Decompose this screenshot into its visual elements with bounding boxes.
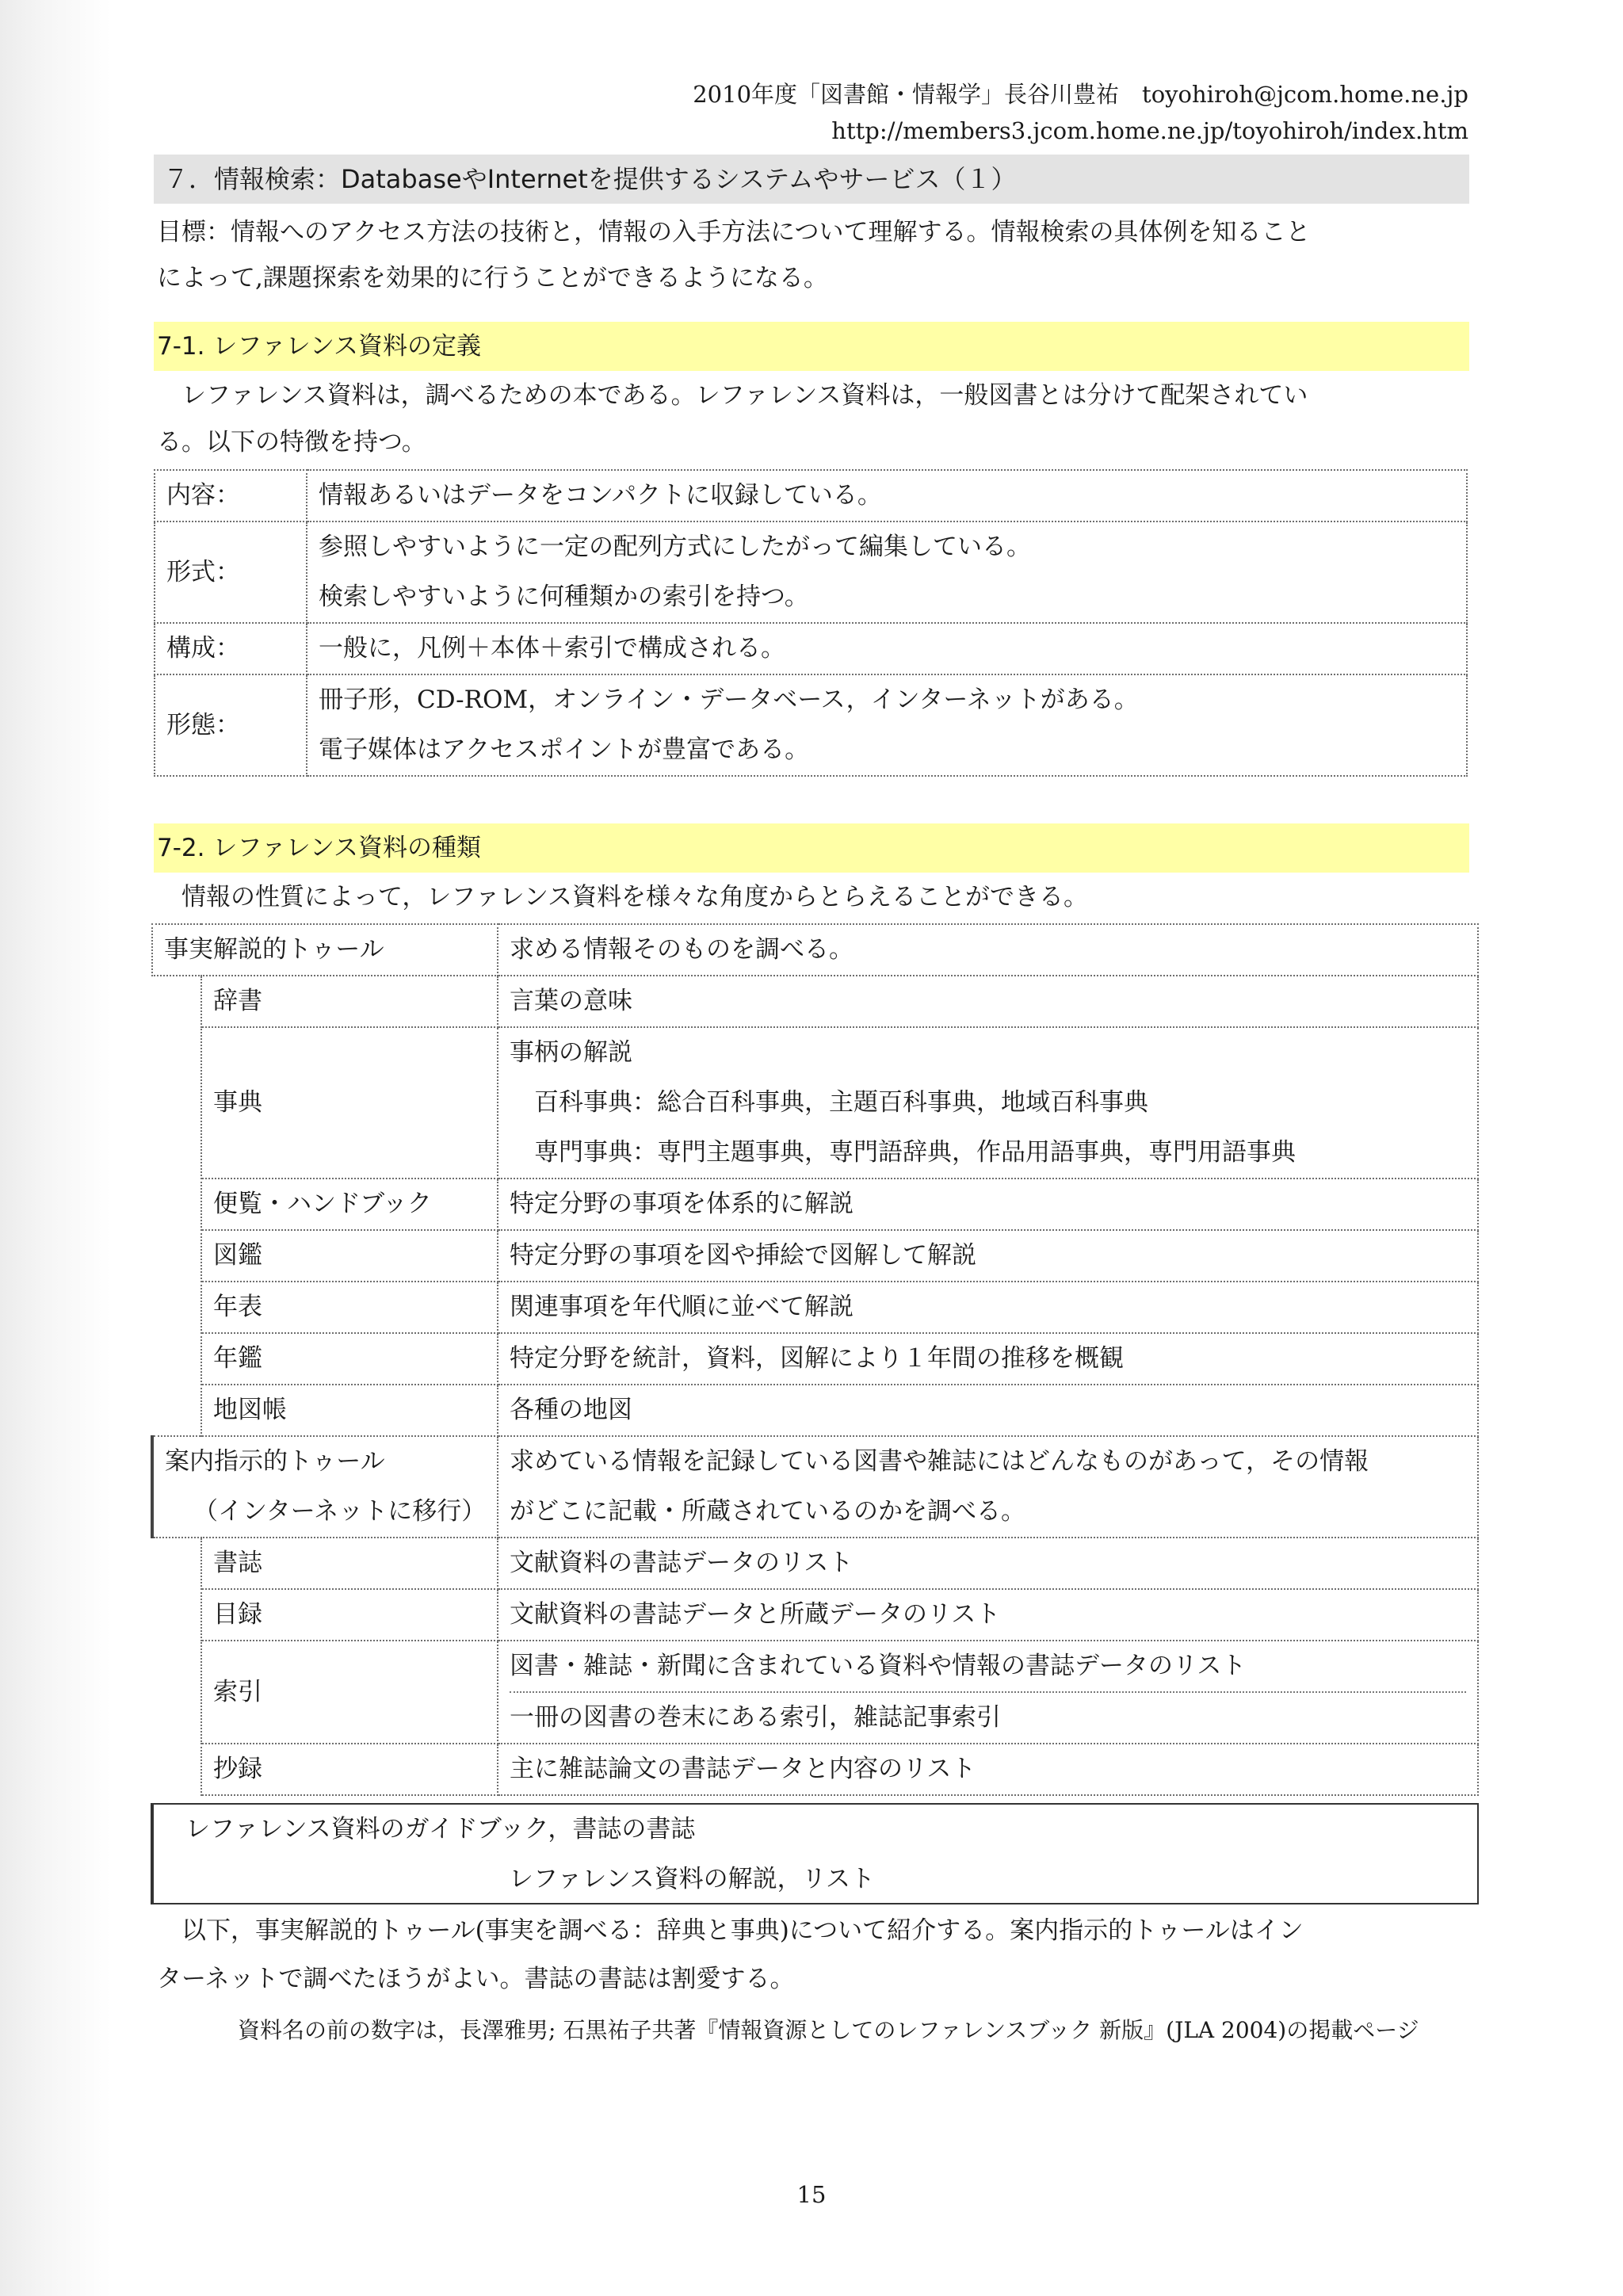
type-row <box>152 1589 1478 1641</box>
type-name: 書誌 <box>201 1538 498 1589</box>
definition-key: 形態： <box>155 674 307 776</box>
type-desc: 事柄の解説 百科事典：総合百科事典，主題百科事典，地域百科事典 専門事典：専門主題事典，専門語辞典，作品用語事典，専門用語事典 <box>498 1027 1478 1179</box>
goal-line-2: によって,課題探索を効果的に行うことができるようになる。 <box>157 264 828 292</box>
tool-row-guide <box>152 1436 1478 1538</box>
definition-value: 一般に，凡例＋本体＋索引で構成される。 <box>307 623 1467 674</box>
guidebook-box <box>151 1803 1479 1904</box>
closing-line-2: ターネットで調べたほうがよい。書誌の書誌は割愛する。 <box>157 1965 795 1993</box>
type-name: 索引 <box>201 1641 498 1744</box>
definition-row <box>155 674 1467 776</box>
type-desc: 文献資料の書誌データと所蔵データのリスト <box>498 1589 1478 1641</box>
type-desc: 各種の地図 <box>498 1385 1478 1436</box>
type-row <box>152 1744 1478 1795</box>
type-name: 便覧・ハンドブック <box>201 1179 498 1230</box>
type-name: 年鑑 <box>201 1333 498 1385</box>
type-desc: 特定分野を統計，資料，図解により１年間の推移を概観 <box>498 1333 1478 1385</box>
page-number: 15 <box>796 2181 827 2208</box>
subsection-title-7-1: 7-1. レファレンス資料の定義 <box>154 322 1469 371</box>
definition-key: 構成： <box>155 623 307 674</box>
type-desc: 図書・雑誌・新聞に含まれている資料や情報の書誌データのリスト 一冊の図書の巻末にある索引，雑誌記事索引 <box>498 1641 1478 1744</box>
definition-table <box>154 469 1468 777</box>
section-title: ７．情報検索：DatabaseやInternetを提供するシステムやサービス（１） <box>154 155 1469 204</box>
type-name: 目録 <box>201 1589 498 1641</box>
page-gutter-shadow <box>0 0 111 2296</box>
definition-value: 情報あるいはデータをコンパクトに収録している。 <box>307 470 1467 521</box>
type-desc: 関連事項を年代順に並べて解説 <box>498 1282 1478 1333</box>
type-desc: 特定分野の事項を体系的に解説 <box>498 1179 1478 1230</box>
subsection-title-7-2: 7-2. レファレンス資料の種類 <box>154 823 1469 873</box>
header-course-author: 2010年度「図書館・情報学」長谷川豊祐 toyohiroh@jcom.home.ne.jp <box>693 81 1468 108</box>
type-name: 辞書 <box>201 976 498 1027</box>
type-desc: 文献資料の書誌データのリスト <box>498 1538 1478 1589</box>
type-row <box>152 1027 1478 1179</box>
type-row <box>152 1538 1478 1589</box>
type-row <box>152 1230 1478 1282</box>
type-name: 年表 <box>201 1282 498 1333</box>
s71-intro-line-1: レファレンス資料は，調べるための本である。レファレンス資料は，一般図書とは分けて配架されてい <box>157 381 1308 410</box>
type-desc: 特定分野の事項を図や挿絵で図解して解説 <box>498 1230 1478 1282</box>
type-name: 図鑑 <box>201 1230 498 1282</box>
header-url: http://members3.jcom.home.ne.jp/toyohiroh/index.htm <box>831 117 1468 144</box>
s72-intro: 情報の性質によって，レファレンス資料を様々な角度からとらえることができる。 <box>157 883 1089 911</box>
source-note: 資料名の前の数字は，長澤雅男; 石黒祐子共著『情報資源としてのレファレンスブック 新版』(JLA 2004)の掲載ページ <box>238 2017 1419 2043</box>
type-row <box>152 1385 1478 1436</box>
definition-row <box>155 623 1467 674</box>
type-row <box>152 1333 1478 1385</box>
guidebook-line-1: レファレンス資料のガイドブック，書誌の書誌 <box>185 1815 696 1843</box>
goal-line-1: 目標：情報へのアクセス方法の技術と，情報の入手方法について理解する。情報検索の具体例を知ること <box>157 218 1311 246</box>
type-row <box>152 1282 1478 1333</box>
tool-row-fact <box>152 924 1478 976</box>
s71-intro-line-2: る。以下の特徴を持つ。 <box>157 428 426 457</box>
type-row <box>152 1641 1478 1744</box>
type-row <box>152 976 1478 1027</box>
type-name: 地図帳 <box>201 1385 498 1436</box>
tool-name: 事実解説的トゥール <box>152 924 498 976</box>
types-table <box>151 923 1479 1796</box>
definition-value: 冊子形，CD-ROM，オンライン・データベース，インターネットがある。 電子媒体はアクセスポイントが豊富である。 <box>307 674 1467 776</box>
closing-line-1: 以下，事実解説的トゥール(事実を調べる：辞典と事典)について紹介する。案内指示的トゥールはイン <box>157 1916 1304 1945</box>
type-desc: 言葉の意味 <box>498 976 1478 1027</box>
type-desc: 主に雑誌論文の書誌データと内容のリスト <box>498 1744 1478 1795</box>
type-name: 抄録 <box>201 1744 498 1795</box>
type-row <box>152 1179 1478 1230</box>
definition-row <box>155 521 1467 623</box>
guidebook-line-2: レファレンス資料の解説，リスト <box>509 1865 876 1893</box>
definition-value: 参照しやすいように一定の配列方式にしたがって編集している。 検索しやすいように何種類かの索引を持つ。 <box>307 521 1467 623</box>
tool-desc: 求める情報そのものを調べる。 <box>498 924 1478 976</box>
definition-row <box>155 470 1467 521</box>
definition-key: 形式： <box>155 521 307 623</box>
tool-name: 案内指示的トゥール （インターネットに移行） <box>152 1436 498 1538</box>
tool-desc: 求めている情報を記録している図書や雑誌にはどんなものがあって，その情報 がどこに記載・所蔵されているのかを調べる。 <box>498 1436 1478 1538</box>
definition-key: 内容： <box>155 470 307 521</box>
type-name: 事典 <box>201 1027 498 1179</box>
